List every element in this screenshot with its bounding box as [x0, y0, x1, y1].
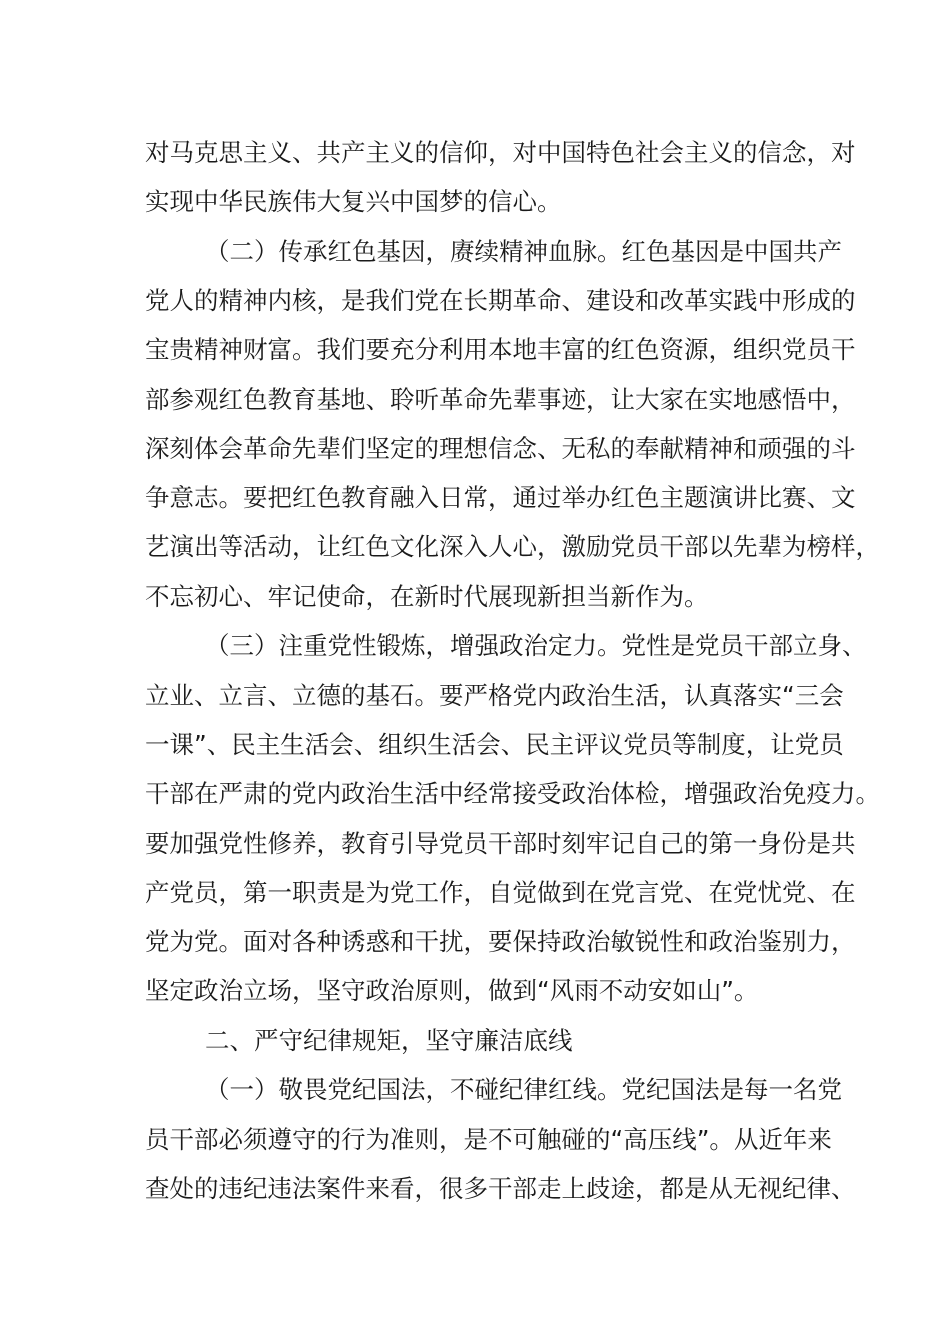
text-line: 不忘初心、牢记使命，在新时代展现新担当新作为。	[145, 582, 709, 611]
text-line: 党人的精神内核，是我们党在长期革命、建设和改革实践中形成的	[145, 286, 856, 315]
text-line: 宝贵精神财富。我们要充分利用本地丰富的红色资源，组织党员干	[145, 335, 856, 364]
text-line: 部参观红色教育基地、聆听革命先辈事迹，让大家在实地感悟中，	[145, 385, 856, 414]
section-heading: 二、严守纪律规矩，坚守廉洁底线	[205, 1026, 573, 1055]
text-line: 党为党。面对各种诱惑和干扰，要保持政治敏锐性和政治鉴别力，	[145, 927, 856, 956]
text-line: 一课”、民主生活会、组织生活会、民主评议党员等制度，让党员	[145, 730, 844, 759]
paragraph-start-line: （三）注重党性锻炼，增强政治定力。党性是党员干部立身、	[205, 631, 867, 660]
text-line: 艺演出等活动，让红色文化深入人心，激励党员干部以先辈为榜样，	[145, 532, 880, 561]
text-line: 争意志。要把红色教育融入日常，通过举办红色主题演讲比赛、文	[145, 483, 856, 512]
text-line: 查处的违纪违法案件来看，很多干部走上歧途，都是从无视纪律、	[145, 1174, 856, 1203]
text-line: 坚定政治立场，坚守政治原则，做到“风雨不动安如山”。	[145, 976, 759, 1005]
text-line: 要加强党性修养，教育引导党员干部时刻牢记自己的第一身份是共	[145, 829, 856, 858]
text-line: 员干部必须遵守的行为准则，是不可触碰的“高压线”。从近年来	[145, 1125, 832, 1154]
paragraph-start-line: （一）敬畏党纪国法，不碰纪律红线。党纪国法是每一名党	[205, 1075, 842, 1104]
text-line: 干部在严肃的党内政治生活中经常接受政治体检，增强政治免疫力。	[145, 779, 880, 808]
paragraph-start-line: （二）传承红色基因，赓续精神血脉。红色基因是中国共产	[205, 237, 842, 266]
text-line: 立业、立言、立德的基石。要严格党内政治生活，认真落实“三会	[145, 681, 844, 710]
text-line: 深刻体会革命先辈们坚定的理想信念、无私的奉献精神和顽强的斗	[145, 434, 856, 463]
text-line: 实现中华民族伟大复兴中国梦的信心。	[145, 187, 562, 216]
text-line: 对马克思主义、共产主义的信仰，对中国特色社会主义的信念，对	[145, 138, 856, 167]
text-line: 产党员，第一职责是为党工作，自觉做到在党言党、在党忧党、在	[145, 878, 856, 907]
